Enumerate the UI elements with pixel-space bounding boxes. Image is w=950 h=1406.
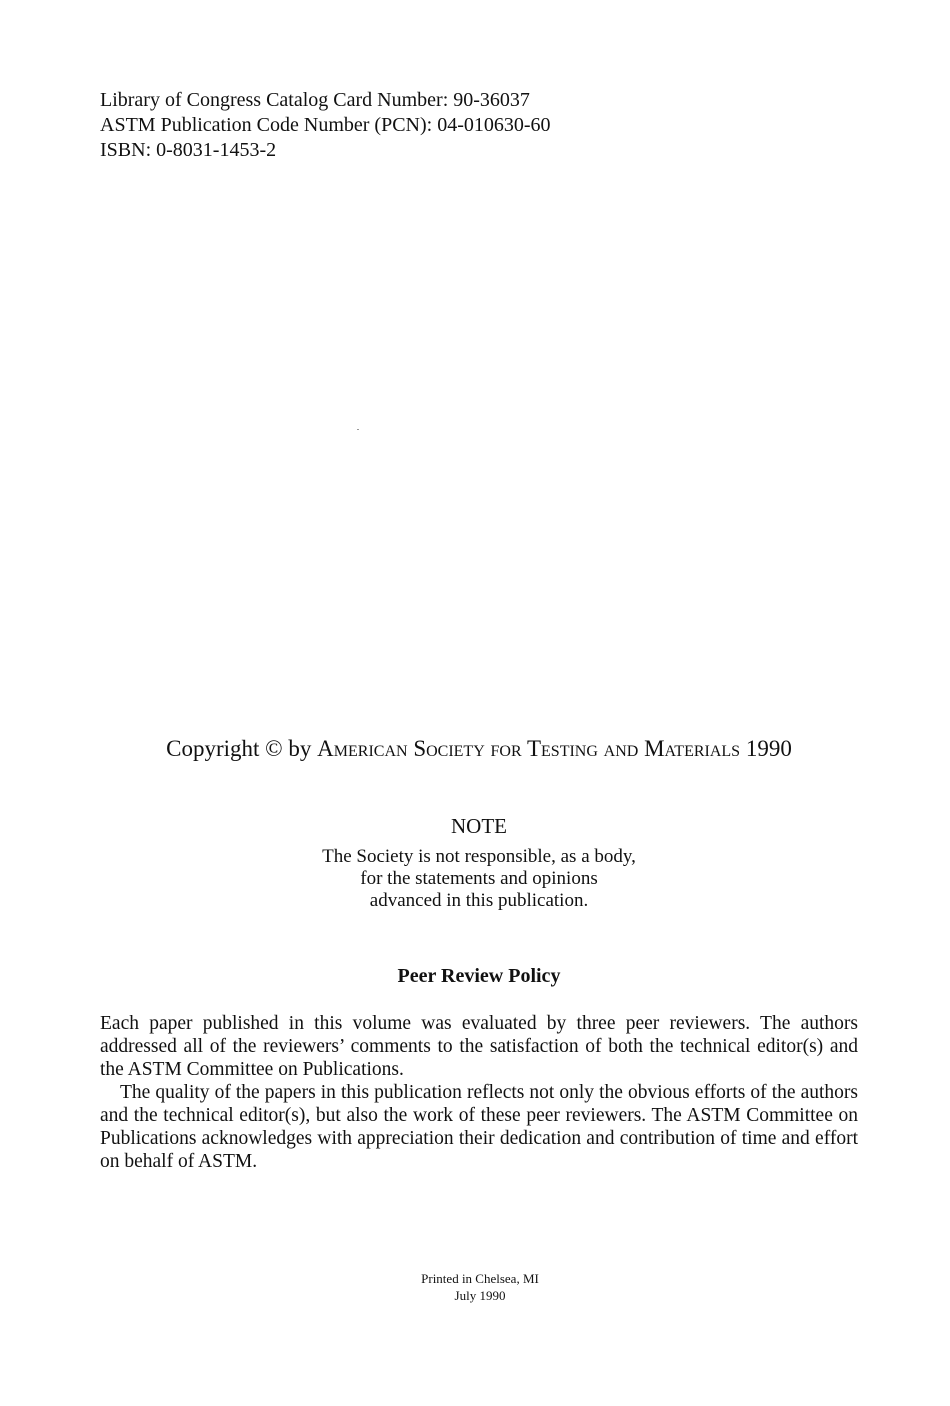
copyright-prefix: Copyright © by — [166, 736, 318, 761]
catalog-info — [100, 88, 551, 163]
note-line: advanced in this publication. — [369, 890, 589, 911]
peer-review-heading: Peer Review Policy — [397, 965, 561, 987]
note-line: for the statements and opinions — [360, 868, 598, 889]
printed-location: Printed in Chelsea, MI — [421, 1271, 539, 1286]
note-body — [100, 846, 858, 912]
note-heading: NOTE — [451, 814, 507, 838]
isbn: ISBN: 0-8031-1453-2 — [100, 139, 277, 161]
copyright-year: 1990 — [740, 736, 792, 761]
copyright-line — [100, 735, 858, 763]
publication-code-number: ASTM Publication Code Number (PCN): 04-010630-60 — [100, 114, 551, 136]
policy-paragraph: The quality of the papers in this publication reflects not only the obvious efforts of the authors and the technical editor(s), but also the work of these peer reviewers. The ASTM Committee on Publications acknowledges with appreciation their dedication and contribution of time and effort on behalf of ASTM. — [100, 1082, 858, 1172]
copyright-organization: American Society for Testing and Materials — [317, 736, 741, 761]
note-line: The Society is not responsible, as a body, — [322, 846, 636, 867]
policy-paragraph: Each paper published in this volume was evaluated by three peer reviewers. The authors addressed all of the reviewers’ comments to the satisfaction of both the technical editor(s) and the ASTM Committee on Publications. — [100, 1013, 858, 1080]
peer-review-policy — [100, 1012, 858, 1173]
printed-date: July 1990 — [454, 1288, 506, 1303]
scan-speck — [357, 429, 359, 430]
printing-info — [380, 1270, 580, 1304]
catalog-card-number: Library of Congress Catalog Card Number: 90-36037 — [100, 89, 530, 111]
